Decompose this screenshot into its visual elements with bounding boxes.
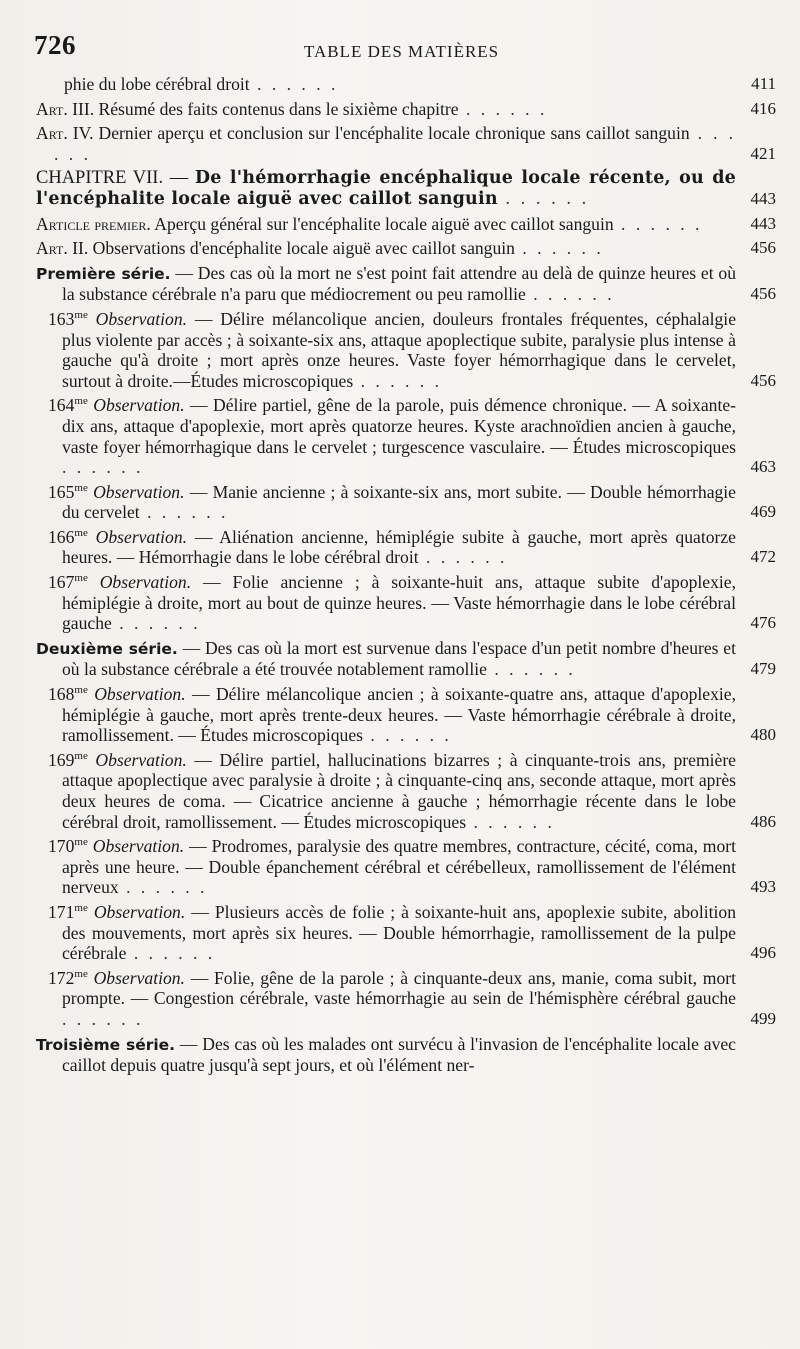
toc-entry-text [36, 1034, 776, 1076]
toc-entry [36, 263, 776, 305]
serie-label: Première série. [36, 264, 171, 283]
dot-leader: . . . . . . [62, 457, 144, 478]
ordinal-suffix: me [74, 527, 88, 540]
observation-label: Observation. [99, 572, 192, 593]
toc-entry [36, 750, 776, 832]
toc-entry-text [36, 482, 776, 523]
toc-entry-text [36, 74, 776, 95]
toc-entry-text [36, 263, 776, 305]
toc-entry [36, 214, 776, 235]
toc-page-number: 443 [750, 188, 776, 208]
toc-entry-text [36, 684, 776, 746]
entry-description: Observations d'encéphalite locale aiguë avec caillot sanguin [92, 238, 515, 259]
toc-page-number: 486 [750, 811, 776, 831]
dot-leader: . . . . . . [497, 188, 590, 209]
toc-page-number: 499 [750, 1008, 776, 1028]
entry-description: — Des cas où la mort est survenue dans l'espace d'un petit nombre d'heures et où la substance cérébrale a été trouvée notablement ramollie [62, 637, 736, 680]
toc-entry [36, 572, 776, 634]
toc-entry-text [36, 395, 776, 477]
dot-leader: . . . . . . [126, 943, 216, 964]
toc-entry [36, 1034, 776, 1076]
toc-page-number: 493 [750, 877, 776, 897]
dot-leader: . . . . . . [486, 659, 576, 680]
toc-page-number: 421 [750, 143, 776, 163]
serie-label: Deuxième série. [36, 639, 178, 658]
toc-page-number: 411 [751, 74, 776, 93]
ordinal-suffix: me [74, 836, 88, 849]
dot-leader: . . . . . . [249, 74, 339, 94]
observation-number: 170 [48, 836, 75, 857]
observation-number: 166 [48, 526, 75, 547]
dot-leader: . . . . . . [118, 877, 208, 898]
entry-description: — Délire partiel, hallucinations bizarres ; à cinquante-trois ans, première attaque apoplectique avec paralysie à droite ; à cinquante-cinq ans, seconde attaque, mort après deux heures de coma. — Cicatrice ancienne à gauche ; hémorrhagie récente dans le lobe cérébral droit, ramollissement. — Études microscopiques [62, 749, 736, 832]
toc-page-number: 479 [750, 659, 776, 679]
toc-entry-text [36, 638, 776, 680]
ordinal-suffix: me [74, 395, 88, 408]
dot-leader: . . . . . . [363, 725, 452, 746]
entry-description: — Aliénation ancienne, hémiplégie subite à gauche, mort après quatorze heures. — Hémorrhagie dans le lobe cérébral droit [62, 526, 736, 568]
observation-label: Observation. [93, 481, 185, 502]
toc-page-number: 496 [750, 943, 776, 963]
art-label: Art. IV. [36, 123, 94, 144]
toc-page-number: 416 [750, 98, 776, 118]
serie-label: Troisième série. [36, 1035, 176, 1054]
dot-leader: . . . . . . [418, 547, 508, 568]
entry-description: Résumé des faits contenus dans le sixième chapitre [98, 98, 459, 119]
toc-page-number: 480 [750, 725, 776, 745]
toc-entry-text [36, 750, 776, 832]
toc-entry-text [36, 238, 776, 259]
toc-page-number: 456 [750, 238, 776, 258]
observation-number: 172 [48, 967, 75, 988]
toc-entry [36, 309, 776, 391]
observation-number: 165 [48, 481, 75, 502]
toc-entry-text [36, 214, 776, 235]
toc-entry-text [36, 836, 776, 898]
dot-leader: . . . . . . [111, 613, 201, 634]
observation-number: 163 [48, 308, 75, 329]
entry-description: — Folie, gêne de la parole ; à cinquante-deux ans, manie, coma subit, mort prompte. — Congestion cérébrale, vaste hémorrhagie au sein de l'hémisphère cérébral gauche [62, 967, 737, 1009]
toc-entry [36, 527, 776, 568]
ordinal-suffix: me [74, 309, 88, 322]
toc-entry-text [36, 99, 776, 120]
entry-description: phie du lobe cérébral droit [64, 74, 250, 94]
observation-label: Observation. [93, 901, 186, 922]
dot-leader: . . . . . . [514, 238, 604, 259]
entry-description: Dernier aperçu et conclusion sur l'encéphalite locale chronique sans caillot sanguin [98, 123, 690, 144]
ordinal-suffix: me [74, 684, 88, 697]
art-label: Article premier. [36, 213, 151, 234]
toc-entry [36, 836, 776, 898]
toc-entry [36, 638, 776, 680]
toc-entry-text [36, 572, 776, 634]
toc-entry [36, 99, 776, 120]
dot-leader: . . . . . . [353, 370, 442, 391]
toc-entry [36, 395, 776, 477]
observation-label: Observation. [93, 967, 185, 988]
entry-description: — Manie ancienne ; à soixante-six ans, mort subite. — Double hémorrhagie du cervelet [62, 481, 736, 523]
dot-leader: . . . . . . [62, 1008, 144, 1029]
toc-entry [36, 123, 776, 164]
dot-leader: . . . . . . [54, 123, 736, 164]
toc-entry-text [36, 309, 776, 391]
observation-number: 171 [48, 901, 75, 922]
ordinal-suffix: me [74, 902, 88, 915]
observation-number: 169 [48, 749, 75, 770]
toc-entry-text [36, 968, 776, 1030]
toc-page-number: 456 [750, 284, 776, 304]
observation-label: Observation. [95, 526, 188, 547]
toc-entry [36, 238, 776, 259]
dot-leader: . . . . . . [139, 502, 229, 523]
entry-description: — Folie ancienne ; à soixante-huit ans, attaque subite d'apoplexie, hémiplégie à droite, mort au bout de quinze heures. — Vaste hémorrhagie dans le lobe cérébral gauche [62, 572, 736, 634]
toc-page-number: 472 [750, 547, 776, 567]
entry-description: — Des cas où la mort ne s'est point fait attendre au delà de quinze heures et où la substance cérébrale n'a paru que médiocrement ou peu ramollie [62, 262, 736, 305]
entry-description: — Prodromes, paralysie des quatre membres, contracture, cécité, coma, mort après une heure. — Double épanchement cérébral et cérébelleux, ramollissement de l'élément nerveux [62, 836, 736, 898]
observation-label: Observation. [95, 308, 188, 329]
entry-description: — Délire mélancolique ancien ; à soixante-quatre ans, attaque d'apoplexie, hémiplégie à gauche, mort après trente-deux heures. — Vaste hémorrhagie cérébrale à droite, ramollissement. — Études microscopiques [62, 684, 737, 746]
dot-leader: . . . . . . [613, 213, 703, 234]
toc-page-number: 463 [750, 457, 776, 477]
entry-description: — Délire mélancolique ancien, douleurs frontales fréquentes, céphalalgie plus violente par accès ; à soixante-six ans, attaque apoplectique subite, paralysie plus intense à gauche qu'à droite ; mort après onze heures. Vaste foyer hémorrhagique dans le cervelet, surtout à droite.—Études microscopiques [62, 308, 736, 391]
toc-entry-text [36, 902, 776, 964]
toc-page-number: 476 [750, 613, 776, 633]
running-title: TABLE DES MATIÈRES [304, 42, 500, 61]
ordinal-suffix: me [74, 481, 88, 494]
toc-entry [36, 482, 776, 523]
ordinal-suffix: me [74, 749, 88, 762]
toc-page-number: 456 [750, 370, 776, 390]
toc-entry-text [36, 168, 776, 209]
toc-entry [36, 684, 776, 746]
entry-description: — Des cas où les malades ont survécu à l'invasion de l'encéphalite locale avec caillot depuis quatre jusqu'à sept jours, et où l'élément ner- [62, 1033, 736, 1076]
toc-entry [36, 74, 776, 95]
entry-description: Aperçu général sur l'encéphalite locale aiguë avec caillot sanguin [154, 213, 614, 234]
art-label: Art. II. [36, 238, 89, 259]
observation-label: Observation. [94, 684, 186, 705]
chapter-label: CHAPITRE VII. — [36, 168, 189, 189]
toc-entry [36, 902, 776, 964]
entry-description: De l'hémorrhagie encéphalique locale récente, ou de l'encéphalite locale aiguë avec caillot sanguin [36, 168, 737, 209]
toc-entry-text [36, 123, 776, 164]
entry-description: — Délire partiel, gêne de la parole, puis démence chronique. — A soixante-dix ans, attaque d'apoplexie, mort après quatorze heures. Kyste arachnoïdien ancien à gauche, vaste foyer hémorrhagique dans le cervelet ; turgescence vasculaire. — Études microscopiques [62, 395, 736, 457]
toc-entry-text [36, 527, 776, 568]
observation-number: 167 [48, 572, 75, 593]
observation-label: Observation. [93, 395, 185, 416]
toc-entry [36, 168, 776, 209]
dot-leader: . . . . . . [466, 811, 555, 832]
ordinal-suffix: me [74, 967, 88, 980]
observation-number: 164 [48, 395, 75, 416]
entry-description: — Plusieurs accès de folie ; à soixante-huit ans, apoplexie subite, abolition des mouvements, mort après six heures. — Double hémorrhagie, ramollissement de la pulpe cérébrale [62, 901, 736, 964]
table-of-contents [36, 74, 776, 1080]
observation-number: 168 [48, 684, 75, 705]
observation-label: Observation. [92, 836, 185, 857]
art-label: Art. III. [36, 98, 95, 119]
toc-page-number: 443 [750, 213, 776, 233]
observation-label: Observation. [95, 749, 187, 770]
dot-leader: . . . . . . [458, 98, 548, 119]
dot-leader: . . . . . . [525, 284, 615, 305]
ordinal-suffix: me [74, 572, 88, 585]
page-number: 726 [34, 30, 76, 60]
page-header [34, 30, 770, 70]
toc-entry [36, 968, 776, 1030]
toc-page-number: 469 [750, 502, 776, 522]
